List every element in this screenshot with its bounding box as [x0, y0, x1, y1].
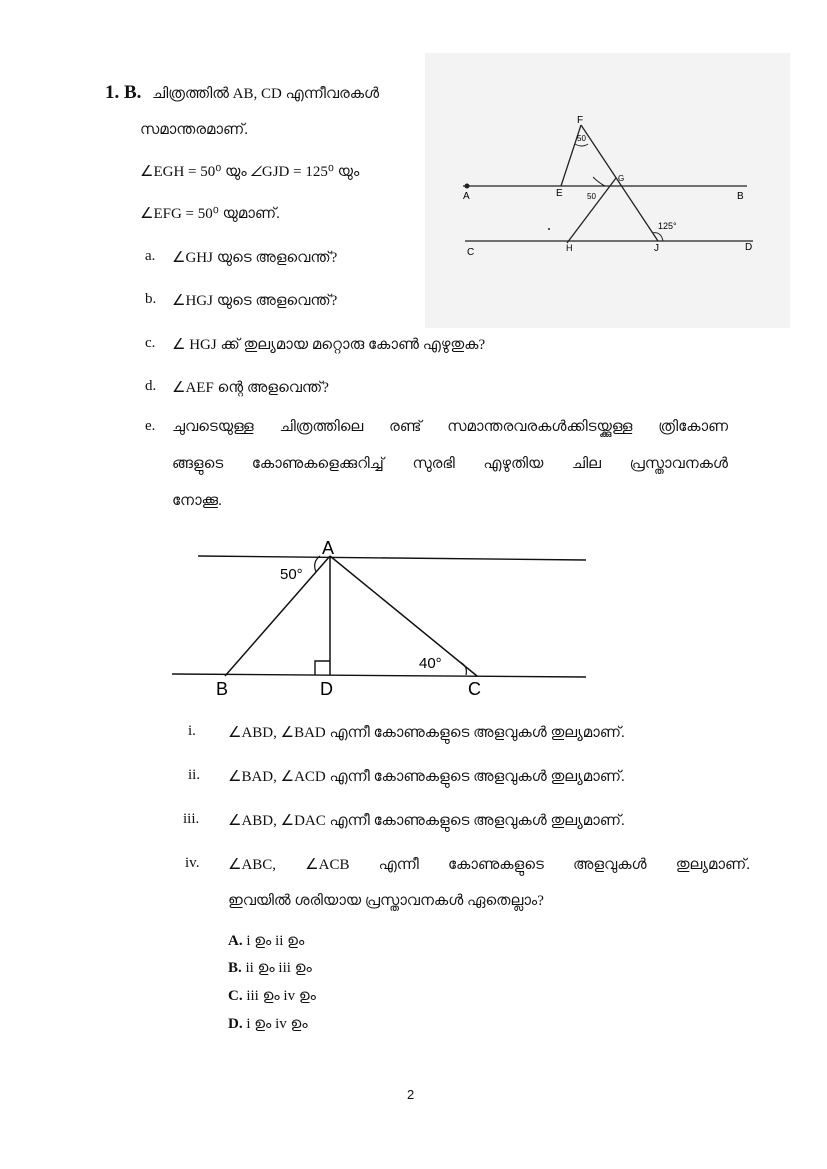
label-a: A — [463, 191, 470, 202]
part-d-label: d. — [145, 378, 157, 394]
angle-acd-value: 40° — [419, 655, 442, 672]
label-b-2: B — [216, 679, 229, 699]
statement-iv-label: iv. — [185, 855, 200, 871]
parallel-lines-figure — [425, 53, 790, 328]
angle-egh-value: 50 — [587, 192, 596, 201]
label-h: H — [566, 243, 573, 253]
option-b-letter: B. — [228, 960, 242, 976]
part-c-text: ∠ HGJ ക്ക് തുല്യമായ മറ്റൊരു കോൺ എഴുതുക? — [172, 337, 486, 353]
option-a-letter: A. — [228, 933, 243, 949]
label-d: D — [745, 242, 753, 253]
part-a-label: a. — [145, 248, 156, 264]
label-f: F — [577, 115, 584, 126]
part-e-line-1: ചുവടെയുള്ള ചിത്രത്തിലെ രണ്ട് സമാന്തരവരകൾക്കിടയ്ക്കുള്ള ത്രികോണ — [172, 419, 728, 435]
statement-ii-text: ∠BAD, ∠ACD എന്നീ കോണുകളുടെ അളവുകൾ തുല്യമാണ്. — [228, 769, 625, 785]
label-g: G — [618, 174, 625, 183]
option-d-text: i ഉം iv ഉം — [246, 1016, 308, 1032]
angle-gjd-value: 125° — [658, 221, 677, 231]
part-d-text: ∠AEF ന്റെ അളവെന്ത്? — [172, 380, 329, 396]
option-c — [228, 987, 316, 1005]
label-b: B — [737, 191, 744, 202]
option-c-letter: C. — [228, 988, 243, 1004]
label-d-2: D — [320, 679, 333, 699]
part-e-line-2: ങ്ങളുടെ കോണുകളെക്കുറിച്ച് സുരഭി എഴുതിയ ചില പ്രസ്താവനകൾ — [172, 456, 728, 472]
triangle-figure — [170, 528, 588, 703]
option-b — [228, 959, 312, 977]
label-c: C — [467, 247, 475, 258]
option-b-text: ii ഉം iii ഉം — [245, 960, 312, 976]
statement-ii-label: ii. — [188, 767, 201, 783]
statement-iv-text: ∠ABC, ∠ACB എന്നീ കോണുകളുടെ അളവുകൾ തുല്യമാണ്. — [228, 857, 750, 873]
option-a — [228, 932, 304, 950]
question-prompt: ഇവയിൽ ശരിയായ പ്രസ്താവനകൾ ഏതെല്ലാം? — [228, 893, 544, 909]
option-d-letter: D. — [228, 1016, 243, 1032]
label-j: J — [654, 243, 659, 254]
given-angles-1: ∠EGH = 50⁰ യും ∠GJD = 125⁰ യും — [140, 164, 360, 180]
part-a-text: ∠GHJ യുടെ അളവെന്ത്? — [172, 250, 338, 266]
page-number: 2 — [407, 1087, 415, 1102]
part-c-label: c. — [145, 335, 156, 351]
part-b-text: ∠HGJ യുടെ അളവെന്ത്? — [172, 293, 338, 309]
angle-efg-value: 50 — [577, 134, 586, 143]
option-c-text: iii ഉം iv ഉം — [246, 988, 316, 1004]
part-e-line-3: നോക്കൂ. — [172, 493, 222, 509]
question-number: 1. B. — [105, 82, 142, 103]
statement-i-text: ∠ABD, ∠BAD എന്നീ കോണുകളുടെ അളവുകൾ തുല്യമാണ്. — [228, 725, 625, 741]
part-b-label: b. — [145, 291, 157, 307]
statement-i-label: i. — [188, 723, 196, 739]
angle-bad-value: 50° — [280, 566, 303, 583]
intro-line-1: ചിത്രത്തിൽ AB, CD എന്നീവരകൾ — [152, 86, 380, 102]
label-e: E — [556, 188, 563, 199]
given-angles-2: ∠EFG = 50⁰ യുമാണ്. — [140, 206, 280, 222]
option-d — [228, 1015, 308, 1033]
label-a-2: A — [322, 538, 335, 558]
option-a-text: i ഉം ii ഉം — [246, 933, 305, 949]
statement-iii-label: iii. — [183, 811, 200, 827]
statement-iii-text: ∠ABD, ∠DAC എന്നീ കോണുകളുടെ അളവുകൾ തുല്യമാണ്. — [228, 813, 625, 829]
intro-line-2: സമാന്തരമാണ്. — [140, 122, 248, 138]
part-e-label: e. — [145, 418, 156, 434]
label-c-2: C — [468, 679, 481, 699]
